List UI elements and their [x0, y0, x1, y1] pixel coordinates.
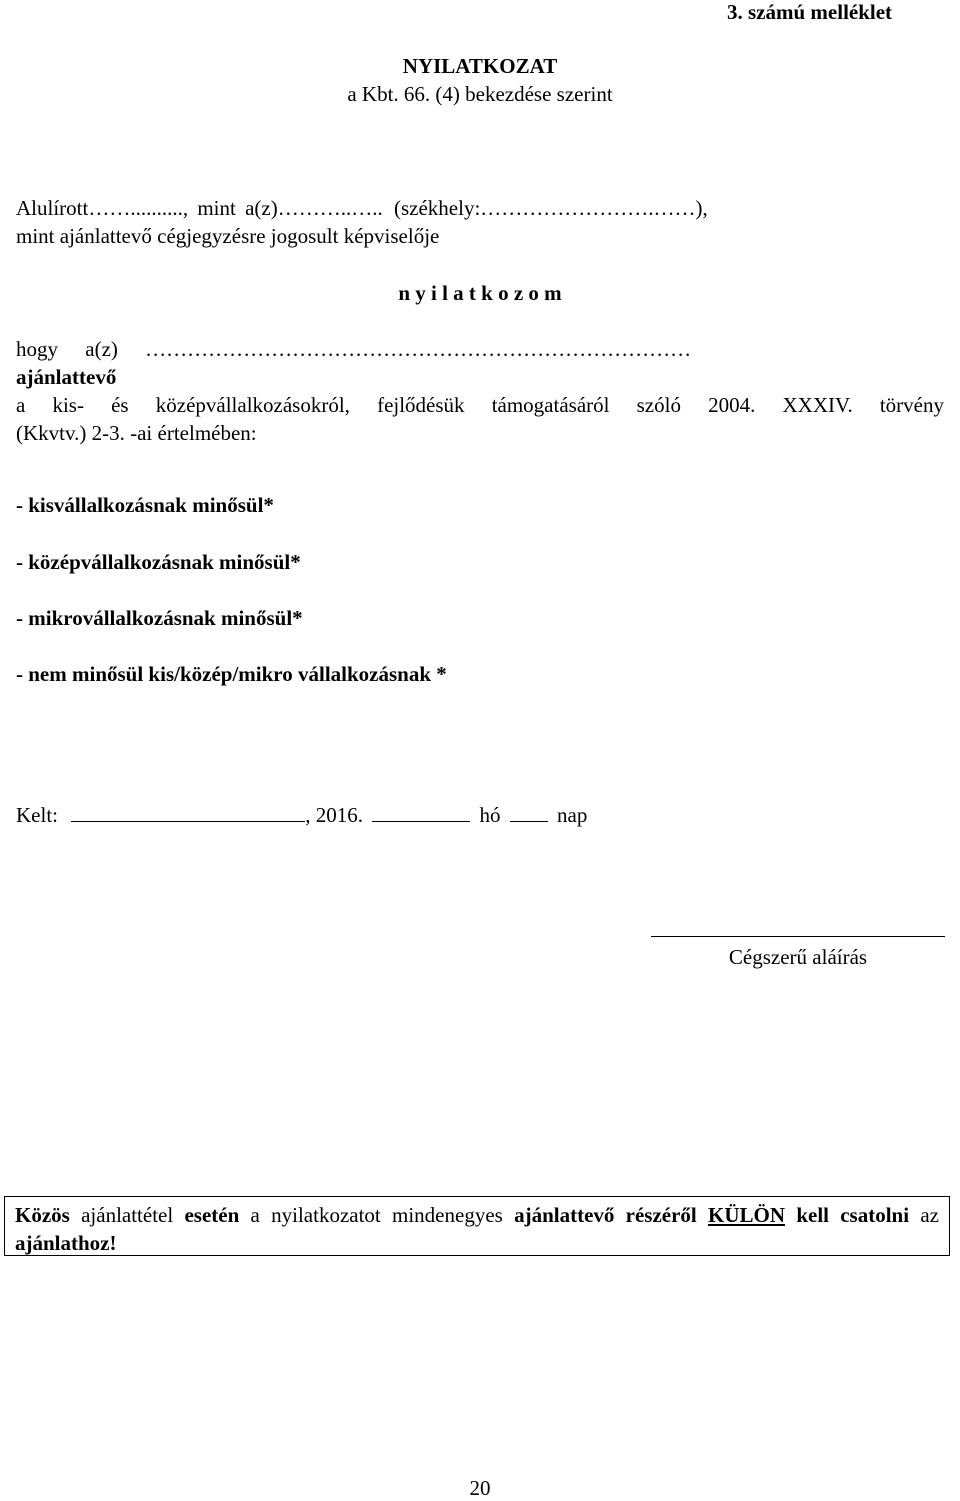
hogy-text: hogy — [16, 337, 58, 361]
option-small-enterprise: - kisvállalkozásnak minősül* — [16, 493, 274, 517]
notice-word-ajanlathoz: ajánlathoz! — [15, 1231, 117, 1255]
declaration-heading: n y i l a t k o z o m — [398, 281, 562, 305]
day-field[interactable] — [510, 803, 548, 822]
company-placeholder-dots: ………..….. — [277, 196, 383, 220]
document-title: NYILATKOZAT — [402, 54, 558, 78]
option-not-sme: - nem minősül kis/közép/mikro vállalkozásnak * — [16, 662, 447, 686]
month-field[interactable] — [372, 803, 470, 822]
signature-label: Cégszerű aláírás — [728, 945, 868, 969]
annex-label: 3. számú melléklet — [727, 0, 893, 24]
place-date-field[interactable] — [71, 803, 305, 822]
intro-line-2: mint ajánlattevő cégjegyzésre jogosult képviselője — [16, 224, 440, 248]
alulirott-text: Alulírott — [16, 196, 89, 220]
document-subtitle: a Kbt. 66. (4) bekezdése szerint — [347, 82, 613, 106]
close-paren-text: ), — [695, 196, 708, 220]
bidder-placeholder-dots: …………………………………………………………………… — [145, 337, 692, 361]
notice-text-3 — [697, 1203, 708, 1227]
notice-word-kulon: KÜLÖN — [708, 1203, 786, 1227]
az-text: a(z) — [245, 196, 278, 220]
nap-text: nap — [557, 803, 588, 827]
joint-bid-notice — [4, 1196, 950, 1256]
option-micro-enterprise: - mikrovállalkozásnak minősül* — [16, 606, 303, 630]
kelt-label: Kelt: — [16, 803, 58, 827]
notice-word-kell-csatolni: kell csatolni — [796, 1203, 910, 1227]
name-placeholder-dots: …….........., — [88, 196, 189, 220]
notice-word-ajanlattevo: ajánlattevő részéről — [514, 1203, 697, 1227]
page-number: 20 — [469, 1476, 491, 1500]
date-line — [16, 803, 587, 828]
law-line-1: a kis- és középvállalkozásokról, fejlődésük támogatásáról szóló 2004. XXXIV. törvény — [16, 393, 944, 417]
ho-text: hó — [479, 803, 501, 827]
notice-word-kozos: Közös — [15, 1203, 70, 1227]
law-line-2: (Kkvtv.) 2-3. -ai értelmében: — [16, 421, 257, 445]
option-medium-enterprise: - középvállalkozásnak minősül* — [16, 550, 301, 574]
notice-text-1: ajánlattétel — [69, 1203, 185, 1227]
ajanlattevo-label: ajánlattevő — [16, 365, 117, 389]
notice-word-eseten: esetén — [184, 1203, 240, 1227]
mint-text: mint — [197, 196, 236, 220]
address-placeholder-dots: …………………….…… — [480, 196, 696, 220]
notice-text-4 — [785, 1203, 796, 1227]
notice-text-5: az — [909, 1203, 939, 1227]
hogy-line — [16, 337, 691, 362]
signature-line — [651, 936, 945, 937]
year-text: , 2016. — [305, 803, 363, 827]
notice-text-2: a nyilatkozatot mindenegyes — [239, 1203, 515, 1227]
szekhely-text: (székhely: — [394, 196, 481, 220]
az-text-2: a(z) — [85, 337, 118, 361]
intro-line-1 — [16, 196, 946, 221]
